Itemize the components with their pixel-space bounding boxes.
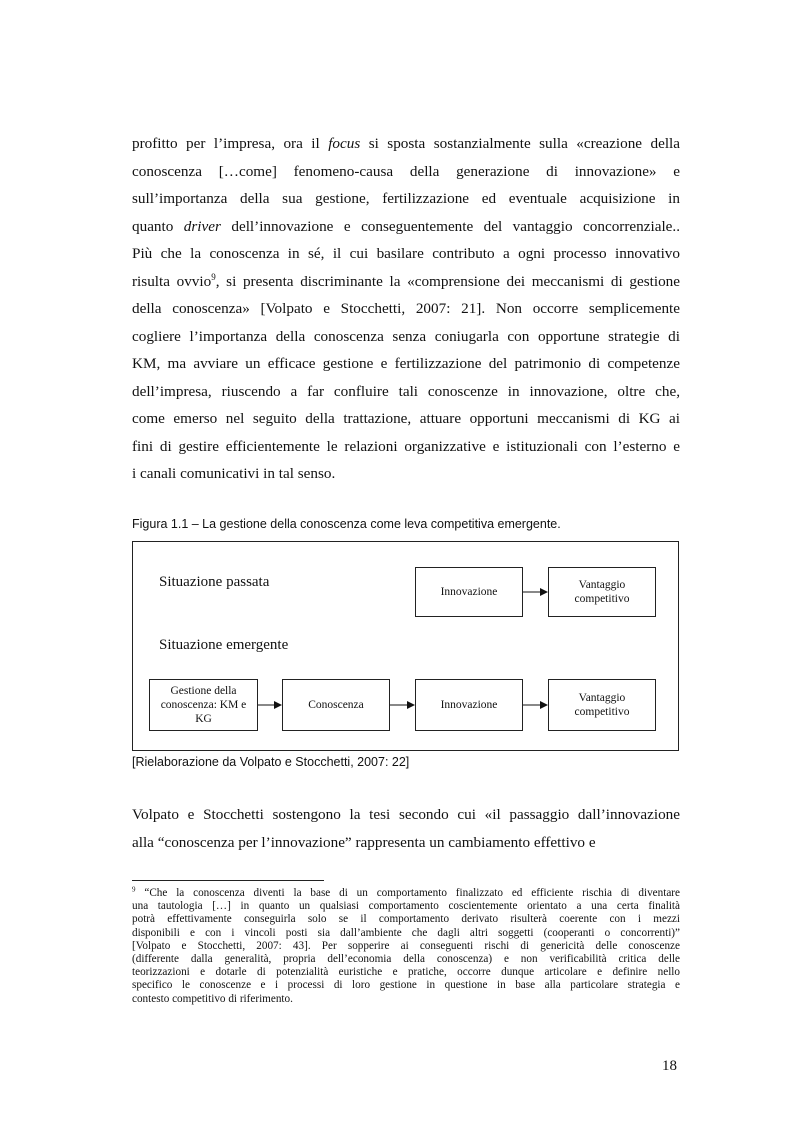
paragraph-1-line: conoscenza […come] fenomeno-causa della generazione di innovazione» e <box>132 162 680 180</box>
footnote-line: specifico le conoscenze e i processi di loro gestione in questione in base alla particolare strategia e <box>132 979 680 992</box>
footnote-line: una tautologia […] in quanto un qualsiasi comportamento coscientemente orientato a una certa finalità <box>132 900 680 913</box>
body-paragraph-2 <box>132 801 680 856</box>
past-competitive-advantage-box: Vantaggio competitivo <box>548 567 656 617</box>
page-number: 18 <box>662 1058 677 1074</box>
figure-caption: Figura 1.1 – La gestione della conoscenza come leva competitiva emergente. <box>132 517 561 531</box>
knowledge-management-box: Gestione della conoscenza: KM e KG <box>149 679 258 731</box>
footnote <box>132 887 680 1006</box>
paragraph-1-line: cogliere l’importanza della conoscenza senza coniugarla con opportune strategie di <box>132 327 680 345</box>
paragraph-1-line: i canali comunicativi in tal senso. <box>132 465 336 482</box>
paragraph-1-line: Più che la conoscenza in sé, il cui basilare contributo a ogni processo innovativo <box>132 245 680 262</box>
footnote-line: potrà effettivamente conseguirla solo se il comportamento derivato risulterà coerente con i mezzi <box>132 913 680 926</box>
emerging-competitive-advantage-box: Vantaggio competitivo <box>548 679 656 731</box>
paragraph-1-line: KM, ma avviare un efficace gestione e fertilizzazione del patrimonio di competenze <box>132 355 680 372</box>
footnote-line: [Volpato e Stocchetti, 2007: 43]. Per sopperire ai conseguenti rischi di genericità delle conoscenze <box>132 939 680 952</box>
paragraph-1-line: sull’importanza della sua gestione, fertilizzazione ed eventuale acquisizione in <box>132 190 680 207</box>
paragraph-1-line: quanto driver dell’innovazione e conseguentemente del vantaggio concorrenziale.. <box>132 217 680 235</box>
footnote-line: teorizzazioni e dotarle di potenzialità euristiche e pratiche, occorre dunque articolare e definire nello <box>132 966 680 979</box>
footnote-line: disponibili e con i vincoli posti sia dall’ambiente che dagli altri soggetti (cooperanti o concorrenti)” <box>132 926 680 939</box>
paragraph-1-line: profitto per l’impresa, ora il focus si sposta sostanzialmente sulla «creazione della <box>132 135 681 152</box>
paragraph-1-line: dell’impresa, riuscendo a far confluire tali conoscenze in innovazione, oltre che, <box>132 382 680 400</box>
past-situation-heading: Situazione passata <box>159 574 270 590</box>
footnote-number: 9 <box>132 885 136 894</box>
figure-diagram <box>132 541 679 751</box>
paragraph-2-line: Volpato e Stocchetti sostengono la tesi secondo cui «il passaggio dall’innovazione <box>132 806 680 823</box>
footnote-line: (differente dalla generalità, propria dell’economia della conoscenza) e non verificabilità critica delle <box>132 953 680 966</box>
footnote-reference: 9 <box>211 271 216 282</box>
footnote-line: contesto competitivo di riferimento. <box>132 992 293 1005</box>
paragraph-1-line: risulta ovvio$^9$, si presenta discriminante la «comprensione dei meccanismi di gestione <box>132 271 681 290</box>
paragraph-2-line: alla “conoscenza per l’innovazione” rappresenta un cambiamento effettivo e <box>132 833 596 851</box>
body-paragraph-1 <box>132 130 680 488</box>
paragraph-1-line: fini di gestire efficientemente le relazioni organizzative e istituzionali con l’esterno e <box>132 437 680 455</box>
knowledge-box: Conoscenza <box>282 679 390 731</box>
figure-source: [Rielaborazione da Volpato e Stocchetti, 2007: 22] <box>132 755 410 769</box>
emerging-innovation-box: Innovazione <box>415 679 523 731</box>
footnote-separator <box>132 880 324 881</box>
footnote-line: $^9$ “Che la conoscenza diventi la base di un comportamento finalizzato ed efficiente rischia di diventare <box>132 885 680 899</box>
paragraph-1-line: della conoscenza» [Volpato e Stocchetti, 2007: 21]. Non occorre semplicemente <box>132 300 680 317</box>
emerging-situation-heading: Situazione emergente <box>159 637 289 653</box>
paragraph-1-line: come emerso nel seguito della trattazione, attuare opportuni meccanismi di KG ai <box>132 410 680 427</box>
past-innovation-box: Innovazione <box>415 567 523 617</box>
